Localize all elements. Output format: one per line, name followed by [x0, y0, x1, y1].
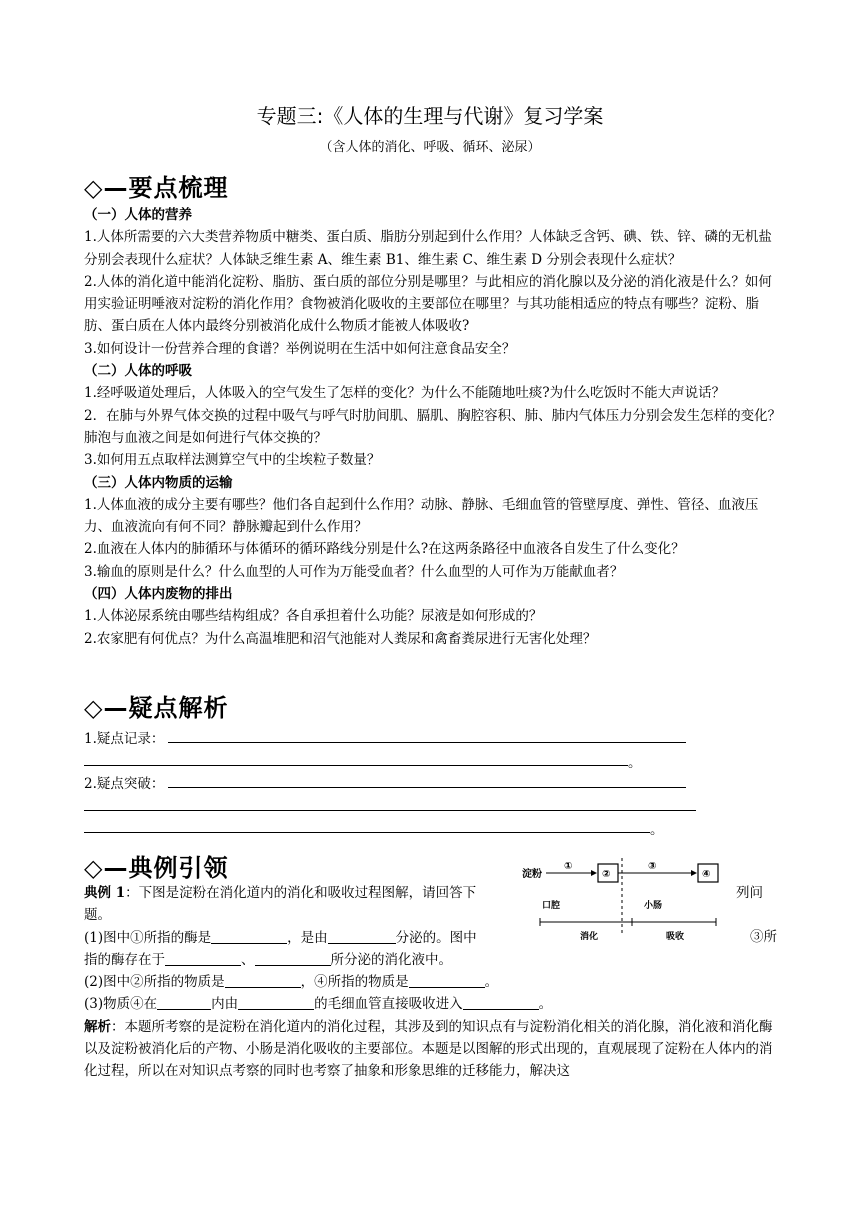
- transport-question-3: 3.输血的原则是什么？什么血型的人可作为万能受血者？什么血型的人可作为万能献血者？: [84, 563, 624, 580]
- breathing-question-2: 2．在肺与外界气体交换的过程中吸气与呼气时肋间肌、膈肌、胸腔容积、肺、肺内气体压力分别会发生怎样的变化？肺泡与血液之间是如何进行气体交换的？: [84, 407, 782, 446]
- subheading-breathing: （二）人体的呼吸: [84, 363, 192, 380]
- section-heading-examples: ◇—典例引领: [84, 854, 229, 882]
- section-heading-key-points: ◇—要点梳理: [84, 174, 229, 202]
- example-label: 典例 1: [84, 885, 126, 901]
- diagram-box-4-label: ④: [702, 869, 711, 880]
- doubt-breakthrough-label: 2.疑点突破：: [84, 776, 165, 792]
- answer-blank-enzyme-1[interactable]: [211, 929, 287, 944]
- answer-blank-organ[interactable]: [157, 995, 211, 1010]
- diagram-mouth-label: 口腔: [542, 901, 561, 911]
- example-q1-end: ③所: [750, 929, 777, 945]
- breathing-question-3: 3.如何用五点取样法测算空气中的尘埃粒子数量？: [84, 452, 381, 469]
- answer-blank-substance-4[interactable]: [409, 973, 485, 988]
- example-analysis: 解析：本题所考察的是淀粉在消化道内的消化过程，其涉及到的知识点有与淀粉消化相关的消化腺，消化液和消化酶以及淀粉被消化后的产物、小肠是消化吸收的主要部位。本题是以图解的形式出现的，直观展现了淀粉在人体内的消化过程，所以在对知识点考察的同时也考察了抽象和形象思维的迁移能力，解决这: [84, 1018, 773, 1080]
- example-question-2: (2)图中②所指的物质是 ，④所指的物质是 。: [84, 974, 499, 991]
- nutrition-question-3: 3.如何设计一份营养合理的食谱？举例说明在生活中如何注意食品安全？: [84, 340, 516, 357]
- doubt-record-line-2[interactable]: [84, 765, 628, 766]
- breathing-question-1: 1.经呼吸道处理后，人体吸入的空气发生了怎样的变化？为什么不能随地吐痰?为什么吃饭时不能大声说话？: [84, 385, 726, 402]
- example-intro-tail: 题。: [84, 907, 111, 924]
- transport-question-2: 2.血液在人体内的肺循环与体循环的循环路线分别是什么?在这两条路径中血液各自发生了什么变化？: [84, 541, 685, 558]
- example-question-3: (3)物质④在 内由 的毛细血管直接吸收进入 。: [84, 996, 553, 1013]
- answer-blank-structure[interactable]: [238, 995, 314, 1010]
- doubt-record-line-1[interactable]: [168, 742, 686, 743]
- nutrition-question-1: 1.人体所需要的六大类营养物质中糖类、蛋白质、脂肪分别起到什么作用？人体缺乏含钙、碘、铁、锌、磷的无机盐分别会表现什么症状？人体缺乏维生素 A、维生素 B1、维生素 C、维生素 D 分别会表现什么症状？: [84, 229, 772, 268]
- diagram-arrow-1-label: ①: [564, 861, 573, 872]
- answer-blank-juice-1[interactable]: [165, 951, 241, 966]
- analysis-label: 解析: [84, 1018, 111, 1035]
- example-question-1: (1)图中①所指的酶是 ，是由 分泌的。图中: [84, 929, 477, 946]
- doubt-breakthrough-period: 。: [650, 822, 664, 838]
- subheading-transport: （三）人体内物质的运输: [84, 474, 233, 491]
- diagram-arrow-3-label: ③: [648, 861, 657, 872]
- subheading-waste: （四）人体内废物的排出: [84, 586, 233, 603]
- diagram-digestion-label: 消化: [580, 932, 599, 942]
- diagram-absorption-label: 吸收: [666, 932, 685, 942]
- diagram-box-2-label: ②: [602, 869, 611, 880]
- key-points-block: [84, 204, 784, 650]
- waste-question-2: 2.农家肥有何优点？为什么高温堆肥和沼气池能对人粪尿和禽畜粪尿进行无害化处理？: [84, 630, 597, 647]
- doubt-record-period: 。: [628, 755, 642, 771]
- answer-blank-juice-2[interactable]: [255, 951, 331, 966]
- example-intro-end: 列问: [736, 885, 763, 901]
- diagram-starch-label: 淀粉: [522, 869, 542, 880]
- diagram-intestine-label: 小肠: [644, 901, 663, 911]
- section-heading-doubts: ◇—疑点解析: [84, 694, 229, 722]
- example-1-block: [84, 882, 784, 1083]
- doubt-breakthrough-line-2[interactable]: [84, 810, 696, 811]
- answer-blank-destination[interactable]: [463, 995, 539, 1010]
- example-question-1-cont: 指的酶存在于 、 所分泌的消化液中。: [84, 951, 452, 968]
- doubt-record-label: 1.疑点记录：: [84, 731, 165, 747]
- doubt-breakthrough-line-3[interactable]: [84, 832, 650, 833]
- subheading-nutrition: （一）人体的营养: [84, 207, 192, 223]
- waste-question-1: 1.人体泌尿系统由哪些结构组成？各自承担着什么功能？尿液是如何形成的？: [84, 608, 543, 625]
- answer-blank-substance-2[interactable]: [225, 973, 301, 988]
- example-intro-line: 典例 1：下图是淀粉在消化道内的消化和吸收过程图解，请回答下: [84, 885, 477, 901]
- page-title: 专题三:《人体的生理与代谢》复习学案: [256, 104, 604, 128]
- page-subtitle: （含人体的消化、呼吸、循环、泌尿）: [319, 140, 541, 155]
- answer-blank-gland[interactable]: [328, 929, 396, 944]
- nutrition-question-2: 2.人体的消化道中能消化淀粉、脂肪、蛋白质的部位分别是哪里？与此相应的消化腺以及分泌的消化液是什么？如何用实验证明唾液对淀粉的消化作用？食物被消化吸收的主要部位在哪里？与其功能相适应的特点有哪些？淀粉、脂肪、蛋白质在人体内最终分别被消化成什么物质才能被人体吸收?: [84, 273, 772, 335]
- transport-question-1: 1.人体血液的成分主要有哪些？他们各自起到什么作用？动脉、静脉、毛细血管的管壁厚度、弹性、管径、血液压力、血液流向有何不同？静脉瓣起到什么作用？: [84, 496, 759, 536]
- doubt-breakthrough-line-1[interactable]: [168, 787, 686, 788]
